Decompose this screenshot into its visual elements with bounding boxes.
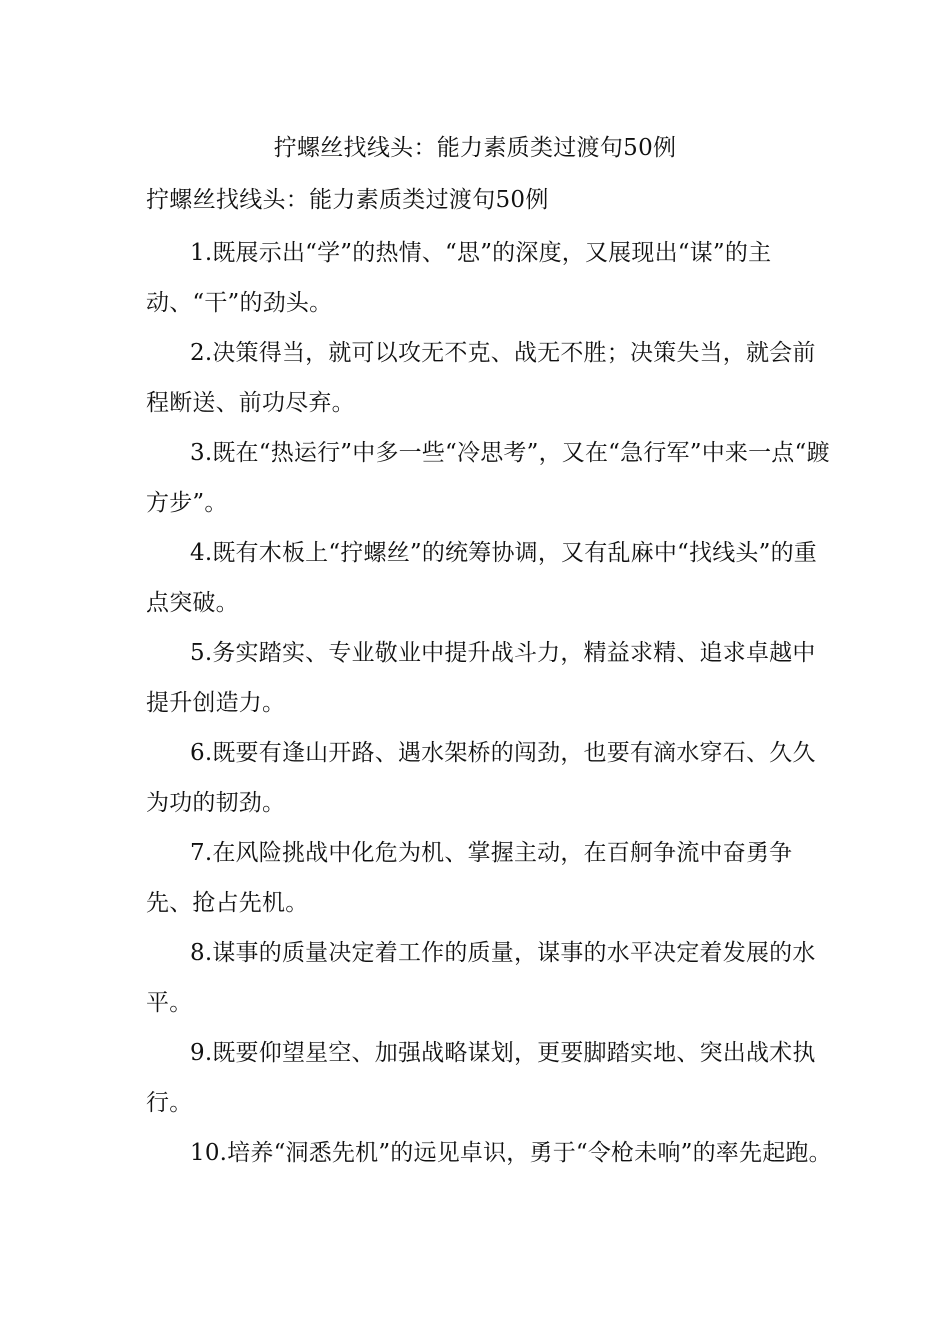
list-item: 10.培养“洞悉先机”的远见卓识，勇于“令枪未响”的率先起跑。 [190, 1140, 832, 1166]
list-item: 7.在风险挑战中化危为机、掌握主动，在百舸争流中奋勇争先、抢占先机。 [146, 840, 793, 916]
list-item: 6.既要有逢山开路、遇水架桥的闯劲，也要有滴水穿石、久久为功的韧劲。 [146, 740, 816, 816]
list-item: 8.谋事的质量决定着工作的质量，谋事的水平决定着发展的水平。 [146, 940, 816, 1016]
list-item: 2.决策得当，就可以攻无不克、战无不胜；决策失当，就会前程断送、前功尽弃。 [146, 340, 816, 416]
header-title: 拧螺丝找线头：能力素质类过渡句50例 [273, 135, 677, 161]
list-item: 1.既展示出“学”的热情、“思”的深度，又展现出“谋”的主动、“干”的劲头。 [146, 240, 772, 316]
list-item: 5.务实踏实、专业敬业中提升战斗力，精益求精、追求卓越中提升创造力。 [146, 640, 816, 716]
list-item: 4.既有木板上“拧螺丝”的统筹协调，又有乱麻中“找线头”的重点突破。 [146, 540, 817, 616]
list-item: 3.既在“热运行”中多一些“冷思考”，又在“急行军”中来一点“踱方步”。 [146, 440, 830, 516]
document-title: 拧螺丝找线头：能力素质类过渡句50例 [146, 187, 549, 213]
list-item: 9.既要仰望星空、加强战略谋划，更要脚踏实地、突出战术执行。 [146, 1040, 816, 1116]
item-list [146, 228, 836, 1178]
